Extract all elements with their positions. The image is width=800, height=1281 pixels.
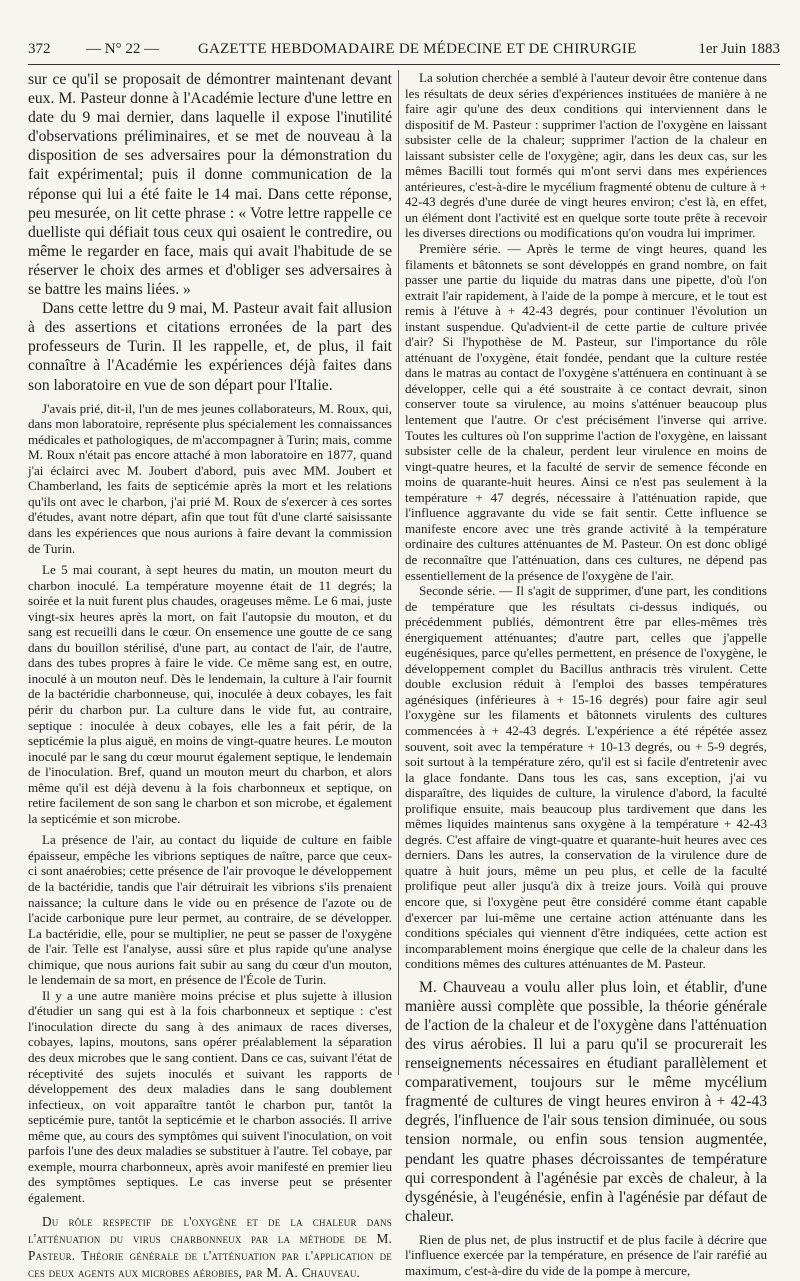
right-column xyxy=(405,70,767,1279)
paragraph: Dans cette lettre du 9 mai, M. Pasteur avait fait allusion à des assertions et citations erronées de la part des professeurs de Turin. Il les rappelle, et, de plus, il fait connaître à l'Académie les expériences déjà faites dans son laboratoire en vue de son départ pour l'Italie. xyxy=(28,300,392,394)
quoted-paragraph: La présence de l'air, au contact du liquide de culture en faible épaisseur, empêche les vibrions septiques de naître, parce que ceux-ci sont anaérobies; cette présence de l'air provoque le développement de la bactéridie, tandis que l'air détruirait les vibrions s'ils prenaient naissance; la culture dans le vide ou en présence de l'azote ou de l'acide carbonique pure leur permet, au contraire, de se développer. La bactéridie, elle, pour se multiplier, ne peut se passer de l'oxygène de l'air. Telle est l'analyse, aussi sûre et plus rapide qu'une analyse chimique, que nous aurions fait subir au sang du cœur d'un mouton, le lendemain de sa mort, en présence de l'École de Turin. xyxy=(28,832,392,988)
column-divider xyxy=(398,70,399,1075)
issue-date: 1er Juin 1883 xyxy=(698,41,780,57)
paragraph: Première série. — Après le terme de vingt heures, quand les filaments et bâtonnets se sont développés en grand nombre, on fait passer une partie du liquide du matras dans une pipette, d'où l'on extrait l'air rapidement, à l'aide de la pompe à mercure, et le tout est remis à l'étuve à + 42-43 degrés, pour continuer l'évolution un instant suspendue. Qu'advient-il de cette partie de culture privée d'air? Si l'hypothèse de M. Pasteur, sur l'importance du rôle atténuant de l'oxygène, était fondée, pendant que la culture restée dans le matras au contact de l'oxygène s'atténuera en continuant à se développer, celle qui a été soustraite à ce contact devrait, sinon conserver toute sa virulence, au moins s'atténuer beaucoup plus lentement que l'autre. Or c'est précisément l'inverse qui arrive. Toutes les cultures où l'on supprime l'action de l'oxygène, en laissant subsister celle de la chaleur, perdent leur virulence en moins de vingt-quatre heures, et la faculté de servir de semence féconde en moins de quarante-huit heures. Ainsi ce n'est pas seulement à la température + 47 degrés, nécessaire à l'atténuation rapide, que l'influence aggravante du vide se fait sentir. Cette influence se manifeste encore avec une très grande activité à la température ordinaire des cultures atténuantes de M. Pasteur. On est donc obligé de reconnaître que l'atténuation, dans ces cultures, ne dépend pas essentiellement de la présence de l'oxygène de l'air. xyxy=(405,241,767,583)
issue-number: — N° 22 — xyxy=(86,41,160,57)
header-rule xyxy=(28,64,780,65)
journal-title: GAZETTE HEBDOMADAIRE DE MÉDECINE ET DE CHIRURGIE xyxy=(198,41,637,57)
paragraph: M. Chauveau a voulu aller plus loin, et établir, d'une manière aussi complète que possible, la théorie générale de l'action de la chaleur et de l'oxygène dans l'atténuation des virus aérobies. Il lui a paru qu'il se procurerait les renseignements nécessaires en étudiant parallèlement et comparativement, toujours sur le même mycélium fragmenté de cultures de vingt heures environ à + 42-43 degrés, l'influence de l'air sous tension diminuée, ou sous tension normale, ou enfin sous tension augmentée, pendant les quatre phases décroissantes de température qui correspondent à l'agénésie par excès de chaleur, à la dysgénésie, à l'eugénésie, enfin à l'agénésie par défaut de chaleur. xyxy=(405,978,767,1225)
paragraph: Seconde série. — Il s'agit de supprimer, d'une part, les conditions de température que les résultats ci-dessus indiqués, ou précédemment publiés, démontrent être par elles-mêmes très énergiquement atténuantes; d'autre part, celles que j'appelle eugénésiques, parce qu'elles permettent, en présence de l'oxygène, le développement complet du Bacillus anthracis très virulent. Cette double exclusion réduit à l'emploi des basses températures agénésiques (inférieures à + 15-16 degrés) pour faire agir seul l'oxygène sur les filaments et bâtonnets virulents des cultures commencées à + 42-43 degrés. L'expérience a été répétée assez souvent, soit avec la température + 10-13 degrés, ou + 5-9 degrés, soit surtout à la température zéro, qu'il est si facile d'entretenir avec la glace fondante. Dans tous les cas, sans exception, j'ai vu disparaître, des liquides de culture, la virulence d'abord, la faculté prolifique ensuite, mais beaucoup plus tardivement que dans les mêmes liquides maintenus sans oxygène à la température + 42-43 degrés. C'est affaire de vingt-quatre et quarante-huit heures avec ces derniers. Dans les autres, la conservation de la virulence dure de quatre à huit jours, même un peu plus, et celle de la faculté prolifique peut aller jusqu'à dix à treize jours. Voilà qui prouve encore que, si l'oxygène peut être considéré comme étant capable d'exercer par lui-même une certaine action atténuante dans les conditions spéciales qui viennent d'être indiquées, cette action est incomparablement moins énergique que celle de la chaleur dans les conditions mêmes des cultures atténuantes de M. Pasteur. xyxy=(405,583,767,972)
left-column xyxy=(28,70,392,1281)
quoted-paragraph: Il y a une autre manière moins précise et plus sujette à illusion d'étudier un sang qui est à la fois charbonneux et septique : c'est l'inoculation directe du sang à des animaux de races diverses, cobayes, lapins, moutons, sans opérer préalablement la séparation des deux microbes que le sang contient. Dans ce cas, suivant l'état de réceptivité des sujets inoculés et suivant les rapports de développement des deux maladies dans le sang doublement infectieux, on voit apparaître tantôt le charbon pur, tantôt la septicémie pure, tantôt la septicémie et le charbon associés. Il arrive même que, au cours des symptômes qui suivent l'inoculation, on voit parfois l'une des deux maladies se substituer à l'autre. Tel cobaye, par exemple, mourra charbonneux, après avoir manifesté en premier lieu des symptômes septiques. Le cas inverse peut se présenter également. xyxy=(28,987,392,1205)
paragraph: Rien de plus net, de plus instructif et de plus facile à décrire que l'influence exercée par la température, en présence de l'air raréfié au maximum, c'est-à-dire du vide de la pompe à mercure, xyxy=(405,1231,767,1279)
page-number: 372 xyxy=(28,41,51,57)
page-header xyxy=(28,36,780,62)
quoted-paragraph: J'avais prié, dit-il, l'un de mes jeunes collaborateurs, M. Roux, qui, dans mon laboratoire, représente plus spécialement les connaissances médicales et pathologiques, de m'accompagner à Turin; mais, comme M. Roux n'était pas encore attaché à mon laboratoire en 1877, quand j'ai éclairci avec M. Joubert d'abord, puis avec MM. Joubert et Chamberland, les faits de septicémie après la mort et les relations qu'ils ont avec le charbon, j'ai prié M. Roux de s'exercer à ces sortes d'études, avant notre départ, afin que tout fût d'une clarté saisissante dans les expériences que nous aurions à faire devant la commission de Turin. xyxy=(28,400,392,556)
paragraph: sur ce qu'il se proposait de démontrer maintenant devant eux. M. Pasteur donne à l'Académie lecture d'une lettre en date du 9 mai dernier, dans laquelle il expose l'inutilité d'observations préliminaires, et se met de nouveau à la disposition de ses adversaires pour la démonstration du fait expérimental; puis il donne communication de la réponse qui lui a été faite le 14 mai. Dans cette réponse, peu mesurée, on lit cette phrase : « Votre lettre rappelle ce duelliste qui défiait tous ceux qui osaient le contredire, ou même le regarder en face, mais qui avait l'habitude de se réserver le choix des armes et d'obliger ses adversaires à se battre les mains liées. » xyxy=(28,71,392,299)
quoted-paragraph: Le 5 mai courant, à sept heures du matin, un mouton meurt du charbon inoculé. La température moyenne était de 11 degrés; la soirée et la nuit furent plus chaudes, orageuses même. Le 6 mai, juste vingt-six heures après la mort, on fait l'autopsie du mouton, et du sang est recueilli dans le cœur. On ensemence une goutte de ce sang dans du bouillon stérilisé, d'une part, au contact de l'air, de l'autre, dans des tubes propres à faire le vide. Ce même sang est, en outre, inoculé à un mouton neuf. Dès le lendemain, la culture à l'air fournit de la bactéridie charbonneuse, qui, inoculée à deux cobayes, les fait périr du charbon pur. La culture dans le vide fut, au contraire, septique : inoculée à deux cobayes, elle les a fait périr, de la septicémie la plus aiguë, en moins de vingt-quatre heures. Le mouton inoculé par le sang du cœur mourut également septique, le lendemain de l'inoculation. Bref, quand un mouton meurt du charbon, et alors même qu'il est déjà devenu à la fois charbonneux et septique, on retire facilement de son sang le charbon et son microbe, et également la septicémie et son microbe. xyxy=(28,562,392,826)
section-heading: Du rôle respectif de l'oxygène et de la chaleur dans l'atténuation du virus charbonneux par la méthode de M. Pasteur. Théorie générale de l'atténuation par l'application de ces deux agents aux microbes aérobies, par M. A. Chauveau. xyxy=(28,1214,392,1281)
paragraph: La solution cherchée a semblé à l'auteur devoir être contenue dans les résultats de deux séries d'expériences instituées de manière à ne faire agir qu'une des deux conditions qui interviennent dans le dispositif de M. Pasteur : supprimer l'action de l'oxygène en laissant subsister celle de la chaleur; supprimer l'action de la chaleur en laissant subsister celle de l'oxygène; agir, dans les deux cas, sur les mêmes Bacilli tout formés qui m'ont servi dans mes expériences antérieures, c'est-à-dire le mycélium fragmenté obtenu de culture à + 42-43 degrés d'une durée de vingt heures environ; c'est là, en effet, un élément dont l'activité est en quelque sorte toute prête à recevoir les diverses directions ou modifications qu'on voudra lui imprimer. xyxy=(405,70,767,241)
